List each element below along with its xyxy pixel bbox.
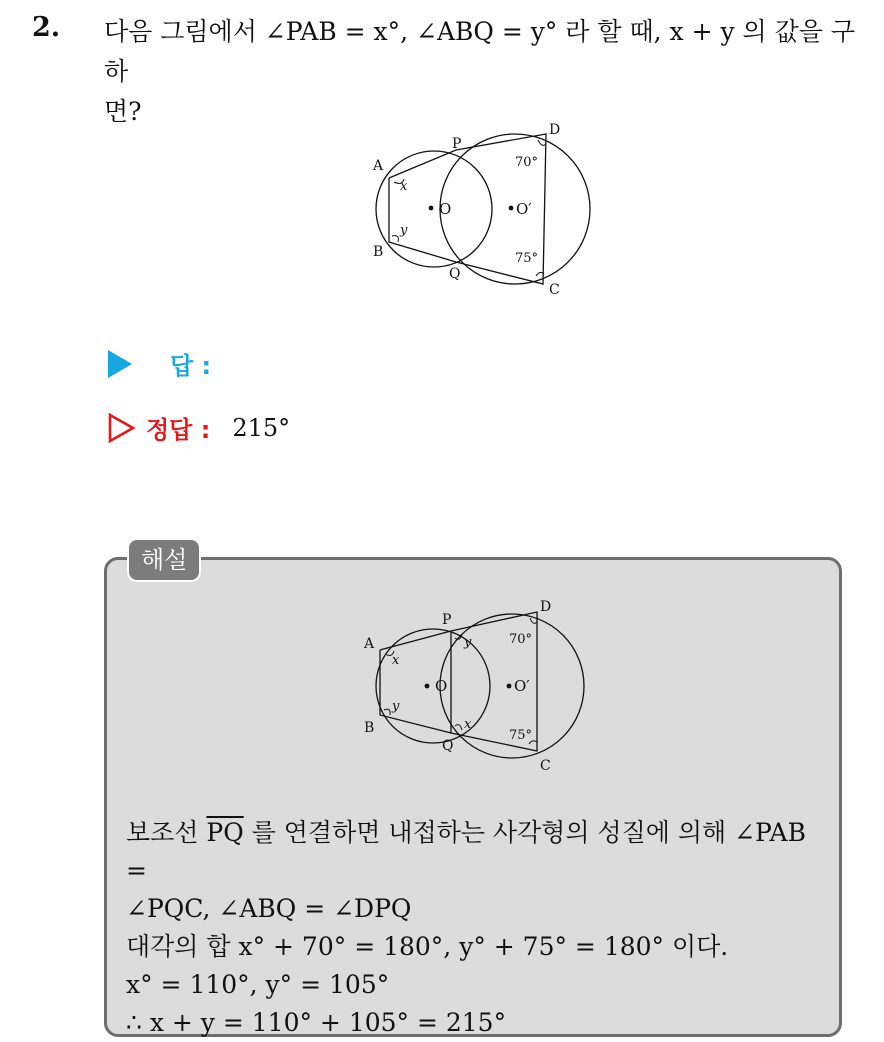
explanation-line-1 [126,814,832,890]
label-P: P [442,612,452,628]
question-line-2: 면? [104,97,142,126]
segment-pq-overline: $\overline{PQ}$ [206,818,244,847]
label-O-prime: O′ [514,677,530,695]
explanation-line-1-b: 를 연결하면 내접하는 사각형의 성질에 의해 ∠PAB = [126,818,806,885]
correct-answer-row [108,410,290,445]
label-C: C [549,282,560,298]
explanation-line-2: ∠PQC, ∠ABQ = ∠DPQ [126,894,412,923]
label-x: x [392,653,400,668]
label-P: P [452,136,462,152]
label-B: B [364,720,375,736]
label-x-at-Q: x [464,717,472,732]
circle-O [376,151,492,267]
label-A: A [364,636,375,652]
label-y-at-P: y [464,635,472,650]
explanation-line-1-a: 보조선 [126,818,199,847]
correct-answer-label: 정답 : [146,416,211,444]
label-C: C [540,758,551,774]
answer-row [108,346,211,381]
label-angle-C: 75° [515,251,539,266]
label-Q: Q [442,738,454,754]
explanation-line-3: 대각의 합 x° + 70° = 180°, y° + 75° = 180° 이다. [126,932,729,961]
label-y: y [392,699,400,714]
answer-triangle-icon [108,350,132,378]
explanation-figure [352,594,592,784]
label-A: A [373,158,384,174]
explanation-line-4: x° = 110°, y° = 105° [126,970,390,999]
question-line-1: 다음 그림에서 ∠PAB = x°, ∠ABQ = y° 라 할 때, x + y 의 값을 구하 [104,17,856,86]
label-x: x [400,179,408,194]
correct-triangle-icon [108,413,136,443]
question-figure [360,112,600,302]
answer-label: 답 : [170,352,212,380]
label-O: O [435,677,448,695]
label-angle-C: 75° [509,728,533,743]
label-O-prime: O′ [516,200,532,218]
label-y: y [400,223,408,238]
question-number: 2. [32,12,61,43]
label-angle-D: 70° [509,632,533,647]
explanation-line-5: ∴ x + y = 110° + 105° = 215° [126,1008,507,1037]
label-angle-D: 70° [515,155,539,170]
correct-answer-value: 215° [232,413,291,442]
explanation-text [126,814,832,1042]
label-O: O [439,200,452,218]
label-Q: Q [449,266,461,282]
label-D: D [540,599,552,615]
label-D: D [549,122,561,138]
explanation-tag: 해설 [127,538,201,582]
label-B: B [373,244,384,260]
